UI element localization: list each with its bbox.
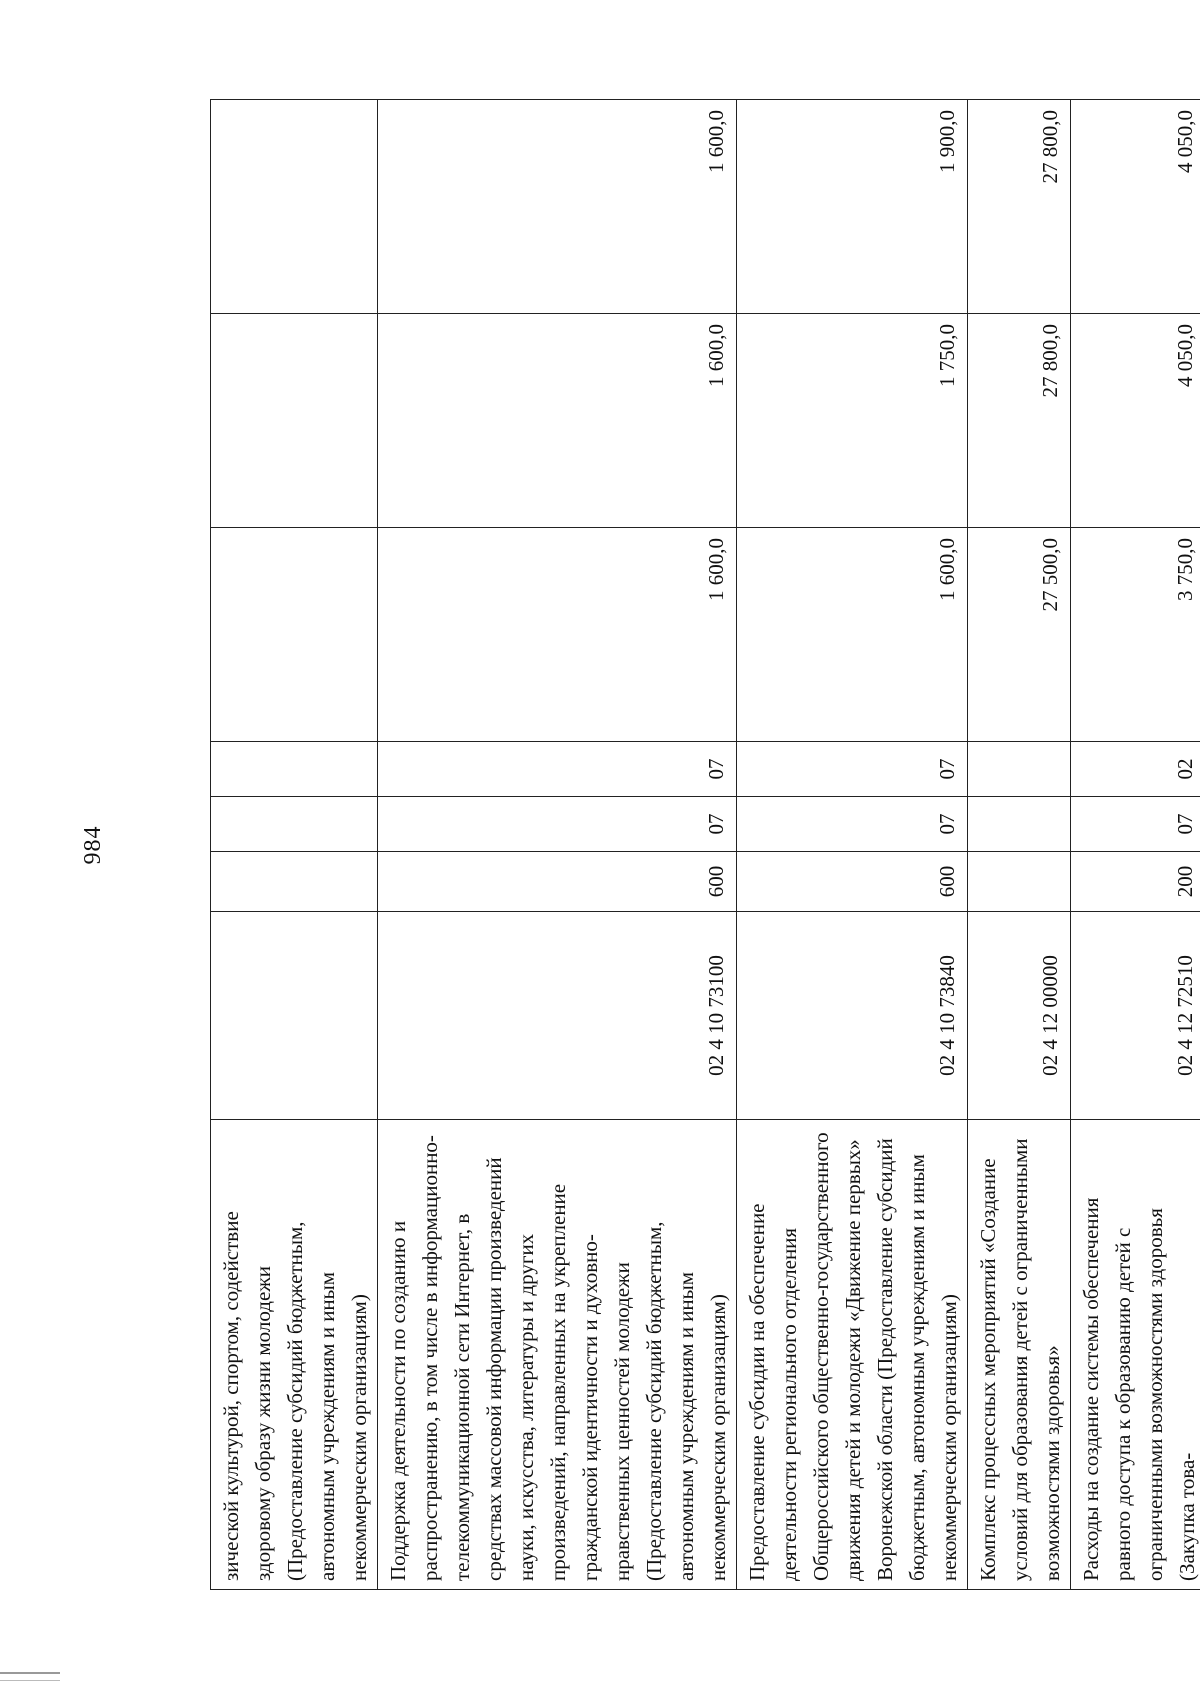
amount-year-3	[211, 100, 378, 314]
expense-type-code	[968, 852, 1071, 912]
expense-type-code: 600	[737, 852, 968, 912]
target-article-code	[211, 912, 378, 1120]
amount-year-1	[211, 528, 378, 742]
amount-year-3: 4 050,0	[1071, 100, 1200, 314]
amount-year-1: 27 500,0	[968, 528, 1071, 742]
subsection-code	[211, 742, 378, 797]
target-article-code: 02 4 12 72510	[1071, 912, 1200, 1120]
table-row	[968, 100, 1071, 1590]
amount-year-3: 27 800,0	[968, 100, 1071, 314]
amount-year-2: 1 600,0	[378, 314, 737, 528]
section-code: 07	[378, 797, 737, 852]
table-row	[378, 100, 737, 1590]
expense-type-code: 600	[378, 852, 737, 912]
table-row	[211, 100, 378, 1590]
row-description: Предоставление субсидии на обеспечение деятельности регионального отделения Общероссийского общественно-государственного движения детей и молодежи «Движение первых» Воронежской области (Предоставление субсидий бюджетным, автономным учреждениям и иным некоммерческим организациям)	[737, 1120, 968, 1590]
amount-year-2: 27 800,0	[968, 314, 1071, 528]
expense-type-code	[211, 852, 378, 912]
target-article-code: 02 4 10 73100	[378, 912, 737, 1120]
scan-edge-mark	[0, 1672, 60, 1681]
budget-table	[210, 99, 1200, 1590]
amount-year-2	[211, 314, 378, 528]
section-code: 07	[737, 797, 968, 852]
subsection-code: 02	[1071, 742, 1200, 797]
target-article-code: 02 4 12 00000	[968, 912, 1071, 1120]
table-row	[737, 100, 968, 1590]
amount-year-1: 1 600,0	[737, 528, 968, 742]
amount-year-3: 1 900,0	[737, 100, 968, 314]
row-description: Расходы на создание системы обеспечения равного доступа к образованию детей с ограниченными возможностями здоровья (Закупка това-	[1071, 1120, 1200, 1590]
amount-year-2: 4 050,0	[1071, 314, 1200, 528]
section-code	[968, 797, 1071, 852]
amount-year-1: 1 600,0	[378, 528, 737, 742]
amount-year-1: 3 750,0	[1071, 528, 1200, 742]
target-article-code: 02 4 10 73840	[737, 912, 968, 1120]
row-description: Поддержка деятельности по созданию и распространению, в том числе в информационно-телекоммуникационной сети Интернет, в средствах массовой информации произведений науки, искусства, литературы и других произведений, направленных на укрепление гражданской идентичности и духовно-нравственных ценностей молодежи (Предоставление субсидий бюджетным, автономным учреждениям и иным некоммерческим организациям)	[378, 1120, 737, 1590]
page-number: 984	[80, 825, 106, 865]
subsection-code	[968, 742, 1071, 797]
amount-year-3: 1 600,0	[378, 100, 737, 314]
table-row	[1071, 100, 1200, 1590]
row-description: зической культурой, спортом, содействие здоровому образу жизни молодежи (Предоставление субсидий бюджетным, автономным учреждениям и иным некоммерческим организациям)	[211, 1120, 378, 1590]
section-code: 07	[1071, 797, 1200, 852]
amount-year-2: 1 750,0	[737, 314, 968, 528]
subsection-code: 07	[378, 742, 737, 797]
document-page	[80, 100, 1199, 1590]
row-description: Комплекс процессных мероприятий «Создание условий для образования детей с ограниченными возможностями здоровья»	[968, 1120, 1071, 1590]
expense-type-code: 200	[1071, 852, 1200, 912]
section-code	[211, 797, 378, 852]
subsection-code: 07	[737, 742, 968, 797]
